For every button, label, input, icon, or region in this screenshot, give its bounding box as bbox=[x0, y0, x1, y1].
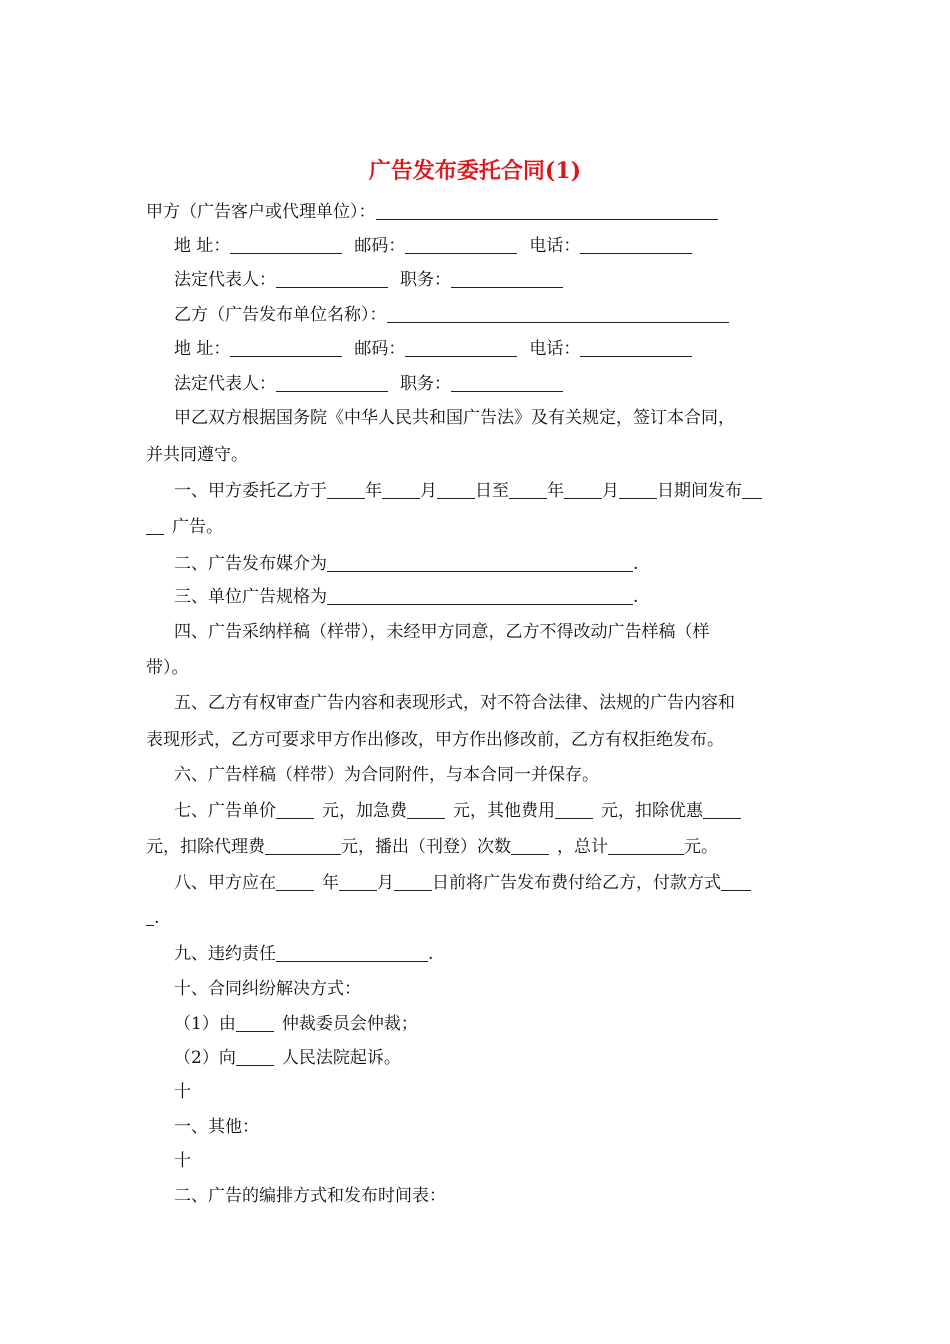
document-title: 广告发布委托合同(1) bbox=[368, 158, 582, 184]
party-b-address-blank bbox=[230, 340, 342, 357]
blank bbox=[721, 874, 751, 891]
party-a-postcode-label: 邮码： bbox=[354, 236, 406, 256]
blank bbox=[236, 1049, 274, 1066]
blank bbox=[407, 802, 445, 819]
blank bbox=[236, 1015, 274, 1032]
blank bbox=[382, 482, 420, 499]
party-b-postcode-blank bbox=[405, 340, 517, 357]
blank bbox=[146, 909, 154, 926]
blank bbox=[339, 874, 377, 891]
clause-8-line-2 bbox=[146, 907, 159, 929]
blank bbox=[327, 555, 633, 572]
clause-10: 十、合同纠纷解决方式： bbox=[174, 979, 361, 999]
party-b-address-label: 地 址： bbox=[174, 339, 231, 359]
party-a-position-blank bbox=[451, 271, 563, 288]
clause-1-tail: 广告。 bbox=[172, 517, 223, 537]
party-a-rep-line bbox=[174, 269, 563, 291]
clause-9 bbox=[174, 943, 433, 965]
clause-10-option-2 bbox=[174, 1047, 401, 1069]
party-b-phone-blank bbox=[580, 340, 692, 357]
blank bbox=[265, 838, 341, 855]
clause-7-text: 七、广告单价 bbox=[174, 801, 276, 821]
blank bbox=[146, 518, 164, 535]
day-label: 日至 bbox=[475, 481, 509, 501]
clause-1-text: 一、甲方委托乙方于 bbox=[174, 481, 327, 501]
blank bbox=[394, 874, 432, 891]
clause-7-text: 元，加急费 bbox=[322, 801, 407, 821]
month-label: 月 bbox=[602, 481, 619, 501]
clause-3-text: 三、单位广告规格为 bbox=[174, 587, 327, 607]
blank bbox=[327, 588, 633, 605]
party-b-position-blank bbox=[451, 375, 563, 392]
option-text: （1）由 bbox=[174, 1014, 236, 1034]
clause-6: 六、广告样稿（样带）为合同附件，与本合同一并保存。 bbox=[174, 765, 599, 785]
party-b-rep-label: 法定代表人： bbox=[174, 374, 276, 394]
clause-11-line-2: 一、其他： bbox=[174, 1117, 259, 1137]
option-text: （2）向 bbox=[174, 1048, 236, 1068]
party-a-label: 甲方（广告客户或代理单位）： bbox=[146, 202, 376, 222]
party-a-phone-label: 电话： bbox=[529, 236, 581, 256]
party-a-address-blank bbox=[230, 237, 342, 254]
clause-11-line-1: 十 bbox=[174, 1082, 191, 1102]
party-b-rep-line bbox=[174, 373, 563, 395]
clause-1-text-end: 日期间发布 bbox=[657, 481, 742, 501]
party-b-address-line bbox=[174, 338, 692, 360]
party-a-postcode-blank bbox=[405, 237, 517, 254]
option-text: 仲裁委员会仲裁； bbox=[281, 1014, 418, 1034]
intro-line-2: 并共同遵守。 bbox=[146, 445, 248, 465]
party-b-phone-label: 电话： bbox=[529, 339, 581, 359]
clause-8-text: 日前将广告发布费付给乙方，付款方式 bbox=[432, 873, 721, 893]
clause-7-text: 元，扣除优惠 bbox=[601, 801, 703, 821]
clause-12-line-1: 十 bbox=[174, 1151, 191, 1171]
blank bbox=[619, 482, 657, 499]
blank bbox=[327, 482, 365, 499]
blank bbox=[509, 482, 547, 499]
party-b-postcode-label: 邮码： bbox=[354, 339, 406, 359]
clause-4-line-1: 四、广告采纳样稿（样带），未经甲方同意，乙方不得改动广告样稿（样 bbox=[174, 622, 710, 642]
blank bbox=[742, 482, 762, 499]
blank bbox=[511, 838, 549, 855]
clause-2 bbox=[174, 553, 638, 575]
period: . bbox=[428, 944, 434, 964]
party-a-line bbox=[146, 201, 718, 223]
clause-5-line-1: 五、乙方有权审查广告内容和表现形式，对不符合法律、法规的广告内容和 bbox=[174, 693, 735, 713]
party-b-rep-blank bbox=[276, 375, 388, 392]
clause-7-text: ，总计 bbox=[557, 837, 608, 857]
blank bbox=[437, 482, 475, 499]
clause-4-line-2: 带）。 bbox=[146, 658, 189, 678]
party-a-phone-blank bbox=[580, 237, 692, 254]
clause-7-text: 元，其他费用 bbox=[453, 801, 555, 821]
clause-12-line-2: 二、广告的编排方式和发布时间表： bbox=[174, 1186, 446, 1206]
clause-7-text: 元，扣除代理费 bbox=[146, 837, 265, 857]
blank bbox=[276, 945, 428, 962]
blank bbox=[276, 802, 314, 819]
party-a-address-label: 地 址： bbox=[174, 236, 231, 256]
clause-8-line-1 bbox=[174, 872, 751, 894]
clause-2-text: 二、广告发布媒介为 bbox=[174, 554, 327, 574]
period: . bbox=[633, 554, 639, 574]
clause-7-text: 元，播出（刊登）次数 bbox=[341, 837, 511, 857]
option-text: 人民法院起诉。 bbox=[281, 1048, 401, 1068]
year-label: 年 bbox=[365, 481, 382, 501]
clause-1-line-1 bbox=[174, 480, 762, 502]
period: . bbox=[633, 587, 639, 607]
clause-9-text: 九、违约责任 bbox=[174, 944, 276, 964]
party-a-position-label: 职务： bbox=[400, 270, 451, 290]
clause-3 bbox=[174, 586, 638, 608]
clause-10-option-1 bbox=[174, 1013, 418, 1035]
year-label: 年 bbox=[547, 481, 564, 501]
clause-1-line-2 bbox=[146, 516, 223, 538]
month-label: 月 bbox=[420, 481, 437, 501]
blank bbox=[703, 802, 741, 819]
clause-7-line-2 bbox=[146, 836, 718, 858]
party-a-rep-blank bbox=[276, 271, 388, 288]
blank bbox=[608, 838, 684, 855]
party-b-blank bbox=[387, 306, 729, 323]
clause-7-line-1 bbox=[174, 800, 741, 822]
party-b-label: 乙方（广告发布单位名称）： bbox=[174, 305, 387, 325]
blank bbox=[555, 802, 593, 819]
party-a-address-line bbox=[174, 235, 692, 257]
clause-8-text: 八、甲方应在 bbox=[174, 873, 276, 893]
month-label: 月 bbox=[377, 873, 394, 893]
blank bbox=[276, 874, 314, 891]
clause-5-line-2: 表现形式，乙方可要求甲方作出修改，甲方作出修改前，乙方有权拒绝发布。 bbox=[146, 730, 724, 750]
blank bbox=[564, 482, 602, 499]
party-a-blank bbox=[376, 203, 718, 220]
year-label: 年 bbox=[322, 873, 339, 893]
party-b-line bbox=[174, 304, 729, 326]
intro-line-1: 甲乙双方根据国务院《中华人民共和国广告法》及有关规定，签订本合同， bbox=[174, 408, 735, 428]
party-b-position-label: 职务： bbox=[400, 374, 451, 394]
clause-7-text: 元。 bbox=[684, 837, 718, 857]
party-a-rep-label: 法定代表人： bbox=[174, 270, 276, 290]
period: . bbox=[154, 908, 160, 928]
